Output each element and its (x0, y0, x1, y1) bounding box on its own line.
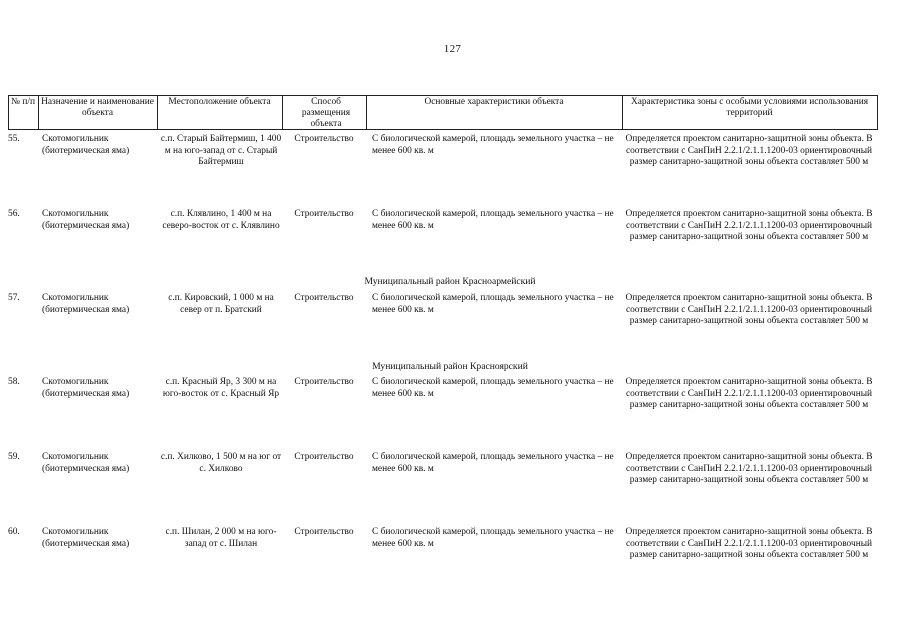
object-location: с.п. Шилан, 2 000 м на юго-запад от с. Шилан (165, 527, 277, 549)
placement-method: Строительство (294, 527, 354, 537)
header-divider (282, 95, 283, 129)
zone-characteristics: Определяется проектом санитарно-защитной зоны объекта. В соответствии с СанПиН 2.2.1/2.1.1.1200-03 ориентировочный размер санитарно-защитной зоны объекта составляет 500 м (625, 209, 873, 242)
object-location: с.п. Клявлино, 1 400 м на северо-восток от с. Клявлино (162, 209, 280, 231)
header-divider (8, 95, 9, 129)
object-name: Скотомогильник (биотермическая яма) (42, 527, 130, 549)
object-name: Скотомогильник (биотермическая яма) (42, 209, 130, 231)
header-divider (877, 95, 878, 129)
object-name: Скотомогильник (биотермическая яма) (42, 293, 130, 315)
table-header-bottom-rule (8, 129, 878, 130)
district-heading: Муниципальный район Красноармейский (364, 276, 536, 287)
row-number: 55. (8, 134, 20, 144)
header-method: Способ размещения объекта (301, 97, 351, 129)
object-name: Скотомогильник (биотермическая яма) (42, 134, 130, 156)
header-divider (157, 95, 158, 129)
object-characteristics: С биологической камерой, площадь земельного участка – не менее 600 кв. м (372, 377, 614, 399)
row-number: 60. (8, 527, 20, 537)
placement-method: Строительство (294, 134, 354, 144)
object-location: с.п. Кировский, 1 000 м на север от п. Братский (168, 293, 274, 315)
district-heading: Муниципальный район Красноярский (372, 361, 528, 372)
placement-method: Строительство (294, 293, 354, 303)
header-num: № п/п (11, 97, 35, 107)
zone-characteristics: Определяется проектом санитарно-защитной зоны объекта. В соответствии с СанПиН 2.2.1/2.1.1.1200-03 ориентировочный размер санитарно-защитной зоны объекта составляет 500 м (625, 134, 873, 167)
zone-characteristics: Определяется проектом санитарно-защитной зоны объекта. В соответствии с СанПиН 2.2.1/2.1.1.1200-03 ориентировочный размер санитарно-защитной зоны объекта составляет 500 м (625, 293, 873, 326)
row-number: 59. (8, 452, 20, 462)
object-location: с.п. Хилково, 1 500 м на юг от с. Хилково (160, 452, 282, 474)
header-characteristics: Основные характеристики объекта (424, 97, 564, 107)
object-name: Скотомогильник (биотермическая яма) (42, 452, 130, 474)
placement-method: Строительство (294, 452, 354, 462)
header-divider (38, 95, 39, 129)
placement-method: Строительство (294, 377, 354, 387)
header-location: Местоположение объекта (168, 97, 271, 107)
table-top-rule (8, 95, 878, 96)
object-characteristics: С биологической камерой, площадь земельного участка – не менее 600 кв. м (372, 527, 614, 549)
object-characteristics: С биологической камерой, площадь земельного участка – не менее 600 кв. м (372, 134, 614, 156)
zone-characteristics: Определяется проектом санитарно-защитной зоны объекта. В соответствии с СанПиН 2.2.1/2.1.1.1200-03 ориентировочный размер санитарно-защитной зоны объекта составляет 500 м (625, 452, 873, 485)
object-characteristics: С биологической камерой, площадь земельного участка – не менее 600 кв. м (372, 209, 614, 231)
page-number: 127 (443, 43, 462, 55)
object-name: Скотомогильник (биотермическая яма) (42, 377, 130, 399)
object-characteristics: С биологической камерой, площадь земельного участка – не менее 600 кв. м (372, 452, 614, 474)
object-characteristics: С биологической камерой, площадь земельного участка – не менее 600 кв. м (372, 293, 614, 315)
placement-method: Строительство (294, 209, 354, 219)
object-location: с.п. Старый Байтермиш, 1 400 м на юго-запад от с. Старый Байтермиш (160, 134, 282, 167)
zone-characteristics: Определяется проектом санитарно-защитной зоны объекта. В соответствии с СанПиН 2.2.1/2.1.1.1200-03 ориентировочный размер санитарно-защитной зоны объекта составляет 500 м (625, 377, 873, 410)
zone-characteristics: Определяется проектом санитарно-защитной зоны объекта. В соответствии с СанПиН 2.2.1/2.1.1.1200-03 ориентировочный размер санитарно-защитной зоны объекта составляет 500 м (625, 527, 873, 560)
row-number: 57. (8, 293, 20, 303)
row-number: 56. (8, 209, 20, 219)
header-name: Назначение и наименование объекта (41, 97, 154, 118)
header-divider (366, 95, 367, 129)
row-number: 58. (8, 377, 20, 387)
header-divider (622, 95, 623, 129)
header-zone: Характеристика зоны с особыми условиями использования территорий (630, 97, 869, 118)
object-location: с.п. Красный Яр, 3 300 м на юго-восток от с. Красный Яр (162, 377, 280, 399)
